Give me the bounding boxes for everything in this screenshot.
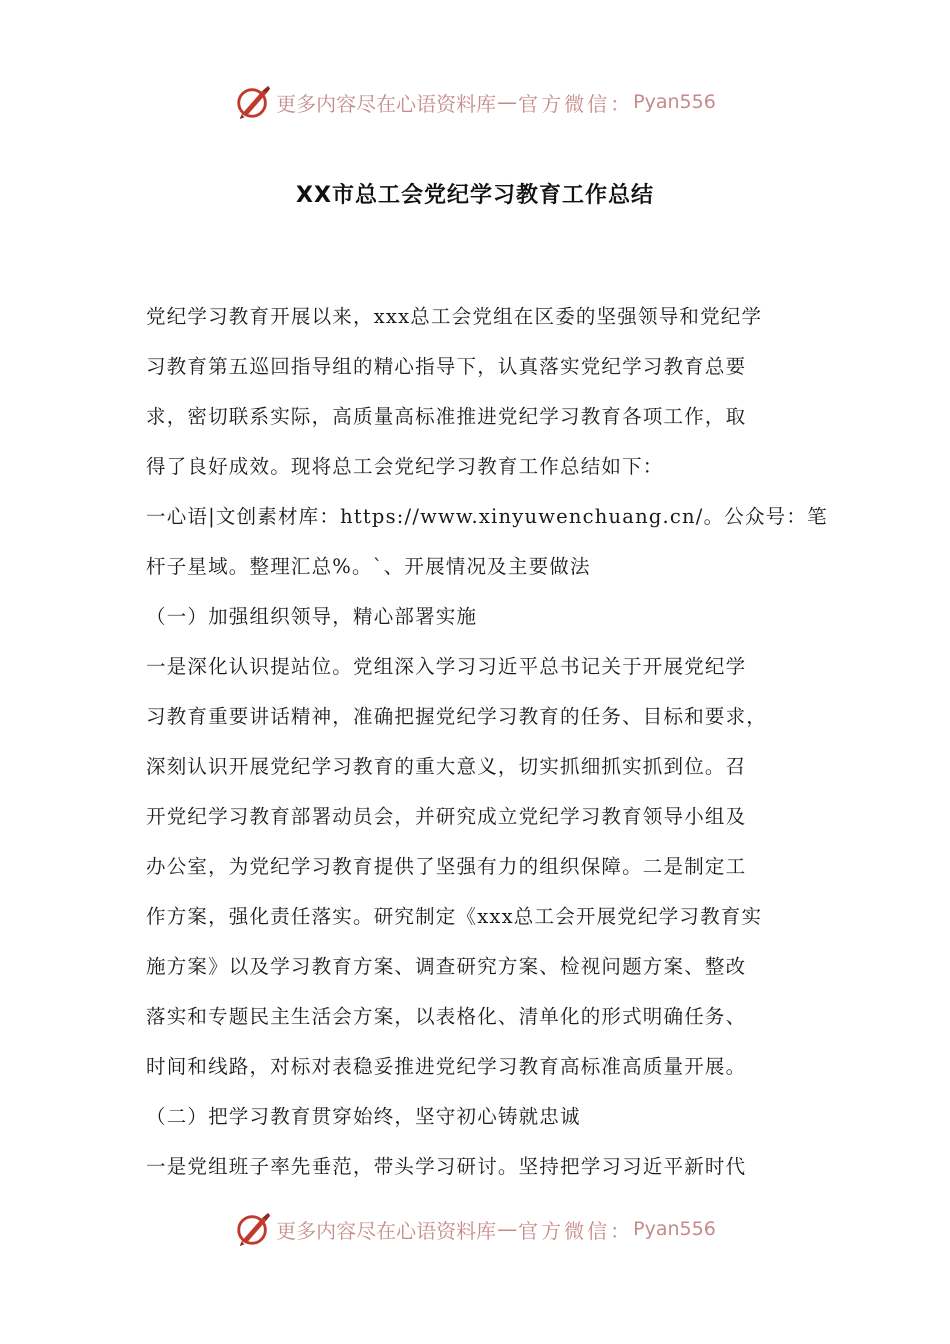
- body-line: 得了良好成效。现将总工会党纪学习教育工作总结如下：: [146, 455, 664, 478]
- body-line: 落实和专题民主生活会方案，以表格化、清单化的形式明确任务、: [146, 1005, 747, 1028]
- banner-wechat-id: Pyan556: [633, 91, 716, 113]
- pen-logo-icon: [234, 1210, 272, 1248]
- body-line: 作方案，强化责任落实。研究制定《xxx总工会开展党纪学习教育实: [146, 905, 763, 928]
- body-line: 一心语|文创素材库：https://www.xinyuwenchuang.cn/。公众号：笔: [146, 505, 828, 528]
- body-line: 深刻认识开展党纪学习教育的重大意义，切实抓细抓实抓到位。召: [146, 755, 747, 778]
- body-line: 杆子星域。整理汇总%。`、开展情况及主要做法: [146, 555, 591, 578]
- banner-wechat-label: 官方微信：: [518, 91, 634, 116]
- document-title: XX市总工会党纪学习教育工作总结: [296, 183, 654, 208]
- body-line: 时间和线路，对标对表稳妥推进党纪学习教育高标准高质量开展。: [146, 1055, 747, 1078]
- body-line: 习教育第五巡回指导组的精心指导下，认真落实党纪学习教育总要: [146, 355, 747, 378]
- body-line: 党纪学习教育开展以来，xxx总工会党组在区委的坚强领导和党纪学: [146, 305, 763, 328]
- body-line: 施方案》以及学习教育方案、调查研究方案、检视问题方案、整改: [146, 955, 747, 978]
- pen-logo-icon: [234, 83, 272, 121]
- footer-watermark-banner: [0, 1207, 950, 1251]
- section-heading: （二）把学习教育贯穿始终，坚守初心铸就忠诚: [146, 1105, 581, 1128]
- body-line: 开党纪学习教育部署动员会，并研究成立党纪学习教育领导小组及: [146, 805, 747, 828]
- banner-separator: —: [497, 1217, 518, 1241]
- banner-wechat-label: 官方微信：: [518, 1218, 634, 1243]
- body-line: 一是深化认识提站位。党组深入学习习近平总书记关于开展党纪学: [146, 655, 747, 678]
- body-line: 习教育重要讲话精神，准确把握党纪学习教育的任务、目标和要求，: [146, 705, 768, 728]
- header-watermark-banner: [0, 80, 950, 124]
- section-heading: （一）加强组织领导，精心部署实施: [146, 605, 478, 628]
- banner-separator: —: [497, 90, 518, 114]
- banner-text: 更多内容尽在心语资料库: [276, 1218, 497, 1243]
- banner-wechat-id: Pyan556: [633, 1218, 716, 1240]
- body-line: 求，密切联系实际，高质量高标准推进党纪学习教育各项工作，取: [146, 405, 747, 428]
- body-line: 一是党组班子率先垂范，带头学习研讨。坚持把学习习近平新时代: [146, 1155, 747, 1178]
- banner-text: 更多内容尽在心语资料库: [276, 91, 497, 116]
- body-line: 办公室，为党纪学习教育提供了坚强有力的组织保障。二是制定工: [146, 855, 747, 878]
